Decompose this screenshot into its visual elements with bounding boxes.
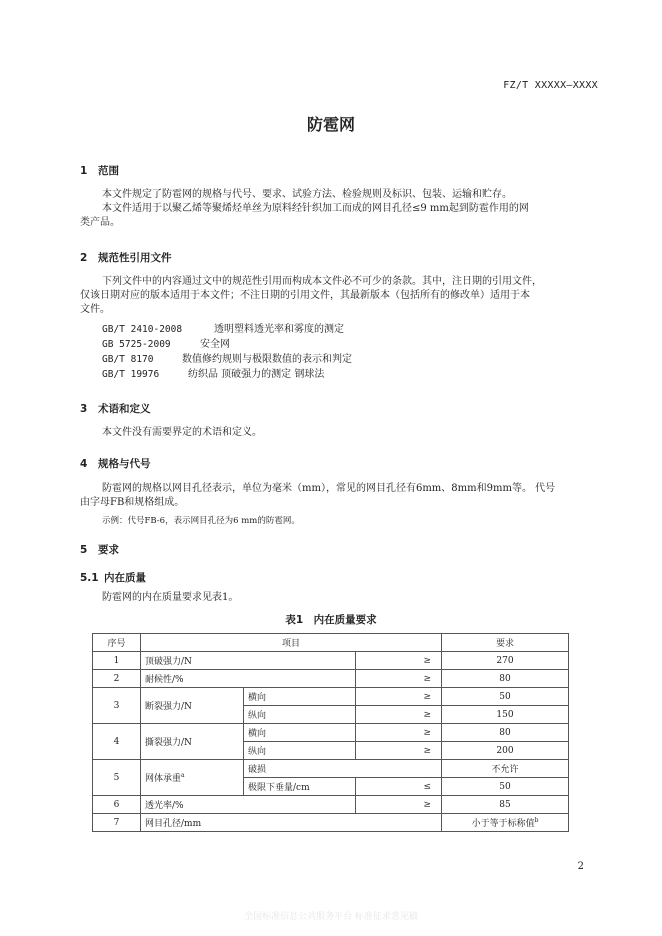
row-operator: ≥ — [356, 724, 442, 742]
section-1-heading — [80, 163, 119, 178]
row-value: 小于等于标称值$^b$ — [442, 814, 569, 832]
document-code: FZ/T XXXXX—XXXX — [503, 80, 598, 91]
reference-item: GB/T 2410-2008 透明塑料透光率和雾度的测定 — [102, 324, 344, 335]
quality-requirements-table — [92, 633, 569, 832]
page-number: 2 — [577, 861, 584, 872]
text-line: 防雹网的内在质量要求见表1。 — [102, 592, 239, 603]
text-line: 下列文件中的内容通过文中的规范性引用而构成本文件必不可少的条款。其中，注日期的引用文件， — [102, 276, 542, 287]
section-title: 要求 — [98, 544, 119, 556]
reference-item: GB/T 19976 纺织品 顶破强力的测定 钢球法 — [102, 369, 325, 380]
row-item: 网目孔径/mm — [141, 814, 442, 832]
section-number: 4 — [80, 458, 88, 470]
section-title: 内在质量 — [104, 572, 146, 584]
row-no: 2 — [93, 670, 141, 688]
text-line: 仅该日期对应的版本适用于本文件；不注日期的引用文件，其最新版本（包括所有的修改单）适用于本 — [80, 290, 530, 301]
row-value: 150 — [442, 706, 569, 724]
row-operator: ≥ — [356, 652, 442, 670]
row-no: 3 — [93, 688, 141, 724]
table-header-row — [93, 634, 569, 652]
header-no: 序号 — [93, 634, 141, 652]
row-no: 6 — [93, 796, 141, 814]
section-number: 5 — [80, 544, 88, 556]
row-subitem: 纵向 — [244, 742, 356, 760]
row-subitem: 破损 — [244, 760, 442, 778]
row-no: 4 — [93, 724, 141, 760]
header-item: 项目 — [141, 634, 442, 652]
row-value: 270 — [442, 652, 569, 670]
footnote-marker: b — [534, 817, 539, 824]
table-row — [93, 796, 569, 814]
row-no: 5 — [93, 760, 141, 796]
row-item: 透光率/% — [141, 796, 356, 814]
row-subitem: 纵向 — [244, 706, 356, 724]
text-line: 本文件没有需要界定的术语和定义。 — [102, 427, 262, 438]
text-line: 本文件适用于以聚乙烯等聚烯烃单丝为原料经针织加工而成的网目孔径≤9 mm起到防雹作用的网 — [102, 203, 529, 214]
section-3-heading — [80, 401, 151, 416]
footer-watermark: 全国标准信息公共服务平台 标准征求意见稿 — [244, 912, 418, 922]
document-title: 防雹网 — [306, 115, 355, 134]
row-value: 80 — [442, 724, 569, 742]
table-row — [93, 724, 569, 742]
reference-item: GB/T 8170 数值修约规则与极限数值的表示和判定 — [102, 354, 352, 365]
text-line: 由字母FB和规格组成。 — [80, 497, 185, 508]
row-operator: ≥ — [356, 796, 442, 814]
section-title: 范围 — [98, 165, 119, 177]
section-number: 1 — [80, 165, 88, 177]
section-title: 规范性引用文件 — [98, 252, 172, 264]
row-subitem: 横向 — [244, 688, 356, 706]
table-row — [93, 652, 569, 670]
row-value: 200 — [442, 742, 569, 760]
section-number: 3 — [80, 403, 88, 415]
row-operator: ≥ — [356, 742, 442, 760]
row-value: 80 — [442, 670, 569, 688]
header-req: 要求 — [442, 634, 569, 652]
row-value: 85 — [442, 796, 569, 814]
table-row — [93, 760, 569, 778]
section-title: 术语和定义 — [98, 403, 151, 415]
row-value: 不允许 — [442, 760, 569, 778]
row-operator: ≥ — [356, 670, 442, 688]
footnote-marker: a — [181, 772, 185, 779]
row-no: 1 — [93, 652, 141, 670]
text-line: 本文件规定了防雹网的规格与代号、要求、试验方法、检验规则及标识、包装、运输和贮存。 — [102, 189, 512, 200]
row-no: 7 — [93, 814, 141, 832]
row-value: 50 — [442, 778, 569, 796]
table-caption: 表1 内在质量要求 — [285, 614, 377, 626]
table-row — [93, 670, 569, 688]
section-title: 规格与代号 — [98, 458, 151, 470]
row-operator: ≤ — [356, 778, 442, 796]
section-5-heading — [80, 542, 119, 557]
table-row — [93, 688, 569, 706]
reference-item: GB 5725-2009 安全网 — [102, 339, 230, 350]
reference-list — [102, 322, 352, 382]
table-row — [93, 814, 569, 832]
row-subitem: 横向 — [244, 724, 356, 742]
section-5-1-heading — [80, 570, 146, 585]
row-item: 耐候性/% — [141, 670, 356, 688]
paragraph — [80, 188, 529, 230]
paragraph — [80, 482, 555, 510]
paragraph — [80, 275, 542, 317]
section-2-heading — [80, 250, 172, 265]
row-item: 网体承重$^a$ — [141, 760, 244, 796]
row-item: 断裂强力/N — [141, 688, 244, 724]
section-number: 5.1 — [80, 572, 99, 584]
text-line: 类产品。 — [80, 217, 120, 228]
row-operator: ≥ — [356, 706, 442, 724]
text-line: 防雹网的规格以网目孔径表示，单位为毫米（mm），常见的网目孔径有6mm、8mm和9mm等。 代号 — [102, 483, 556, 494]
example-note: 示例：代号FB-6，表示网目孔径为6 mm的防雹网。 — [102, 516, 300, 526]
section-4-heading — [80, 456, 151, 471]
section-number: 2 — [80, 252, 88, 264]
row-item: 顶破强力/N — [141, 652, 356, 670]
paragraph — [80, 591, 238, 605]
row-subitem: 极限下垂量/cm — [244, 778, 356, 796]
text-line: 文件。 — [80, 304, 110, 315]
paragraph — [80, 426, 262, 440]
row-value: 50 — [442, 688, 569, 706]
row-operator: ≥ — [356, 688, 442, 706]
row-item: 撕裂强力/N — [141, 724, 244, 760]
